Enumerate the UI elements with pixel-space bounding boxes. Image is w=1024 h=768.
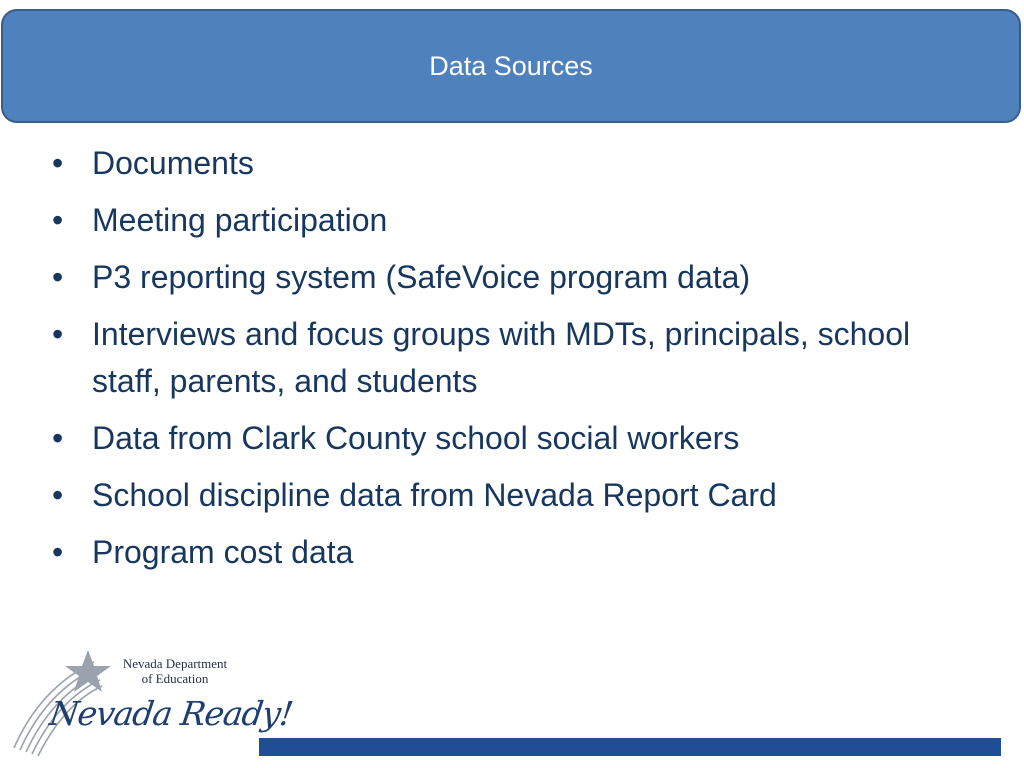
logo-org-name xyxy=(110,656,240,686)
list-item-text: P3 reporting system (SafeVoice program data) xyxy=(92,259,751,295)
list-item-text: Interviews and focus groups with MDTs, principals, school staff, parents, and students xyxy=(92,316,911,399)
list-item xyxy=(52,415,952,462)
nevada-ready-logo xyxy=(10,648,295,760)
title-banner xyxy=(1,9,1021,123)
footer-stripe xyxy=(259,738,1001,756)
list-item-text: Program cost data xyxy=(92,534,354,570)
bullet-icon: • xyxy=(52,259,64,295)
bullet-icon: • xyxy=(52,202,64,238)
list-item-text: Data from Clark County school social workers xyxy=(92,420,740,456)
bullet-icon: • xyxy=(52,420,64,456)
bullet-icon: • xyxy=(52,316,64,352)
list-item xyxy=(52,529,952,576)
list-item xyxy=(52,254,952,301)
bullet-icon: • xyxy=(52,534,64,570)
list-item-text: Documents xyxy=(92,145,254,181)
bullet-list xyxy=(52,140,952,586)
list-item xyxy=(52,472,952,519)
slide-title: Data Sources xyxy=(429,50,593,81)
bullet-icon: • xyxy=(52,145,64,181)
list-item xyxy=(52,140,952,187)
bullet-icon: • xyxy=(52,477,64,513)
list-item-text: School discipline data from Nevada Report Card xyxy=(92,477,777,513)
list-item xyxy=(52,311,952,405)
logo-tagline: Nevada Ready! xyxy=(47,694,295,733)
logo-org-line1: Nevada Department xyxy=(122,656,228,671)
logo-org-line2: of Education xyxy=(141,671,209,686)
list-item-text: Meeting participation xyxy=(92,202,388,238)
list-item xyxy=(52,197,952,244)
